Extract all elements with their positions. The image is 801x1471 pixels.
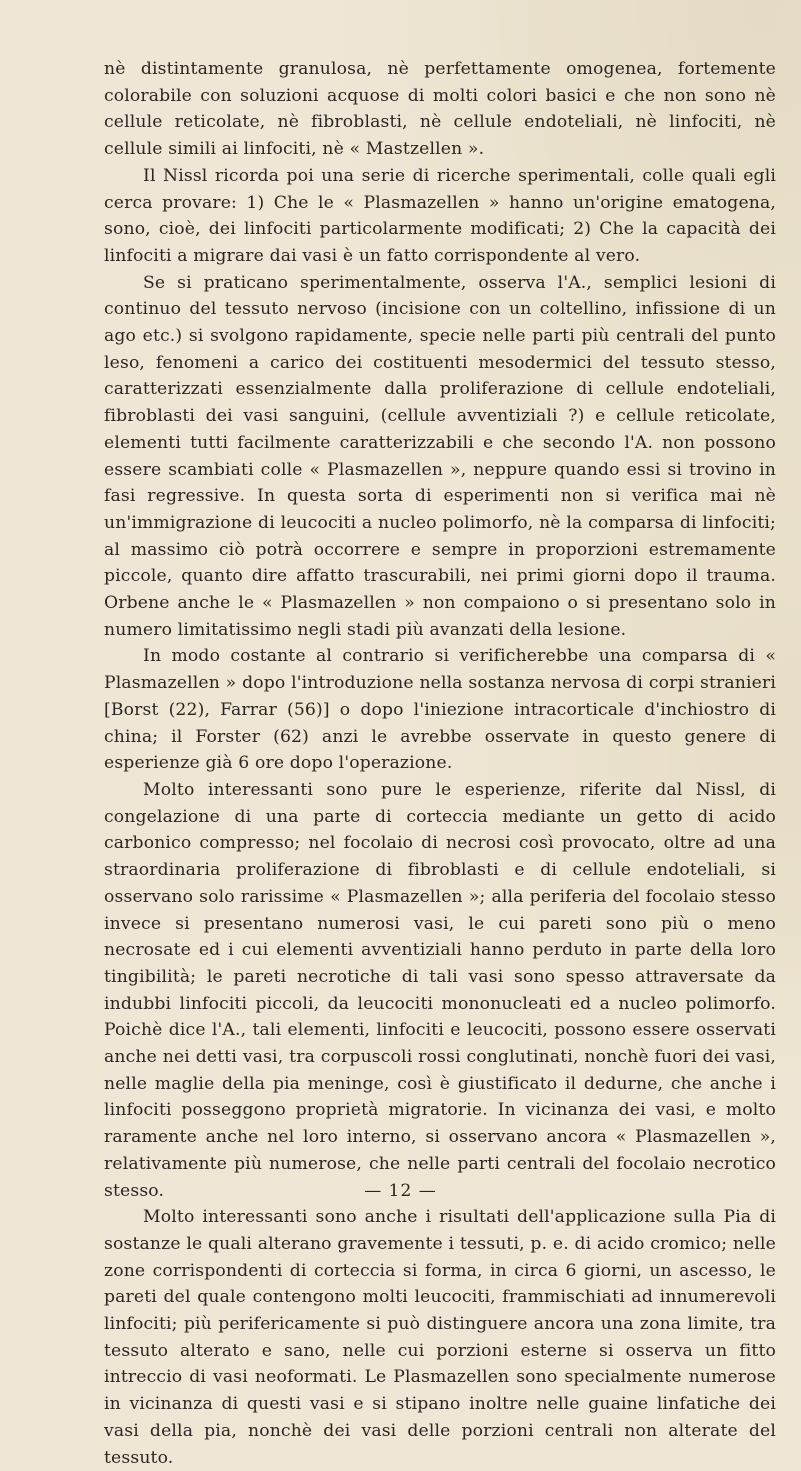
paragraph-2: Il Nissl ricorda poi una serie di ricerche sperimentali, colle quali egli cerca provare: 1) Che le « Plasmazellen » hanno un'origine ematogena, sono, cioè, dei linfociti particolarmente modificati; 2) Che la capacità dei linfociti a migrare dai vasi è un fatto corrispondente al vero.: [104, 165, 776, 266]
paragraph-3: Se si praticano sperimentalmente, osserva l'A., semplici lesioni di continuo del tessuto nervoso (incisione con un coltellino, infissione di un ago etc.) si svolgono rapidamente, specie nelle parti più centrali del punto leso, fenomeni a carico dei costituenti mesodermici del tessuto stesso, caratterizzati essenzialmente dalla proliferazione di cellule endoteliali, fibroblasti dei vasi sanguini, (cellule avventiziali ?) e cellule reticolate, elementi tutti facilmente caratterizzabili e che secondo l'A. non possono essere scambiati colle « Plasmazellen », neppure quando essi si trovino in fasi regressive. In questa sorta di esperimenti non si verifica mai nè un'immigrazione di leucociti a nucleo polimorfo, nè la comparsa di linfociti; al massimo ciò potrà occorrere e sempre in proporzioni estremamente piccole, quanto dire affatto trascurabili, nei primi giorni dopo il trauma. Orbene anche le « Plasmazellen » non compaiono o si presentano solo in numero limitatissimo negli stadi più avanzati della lesione.: [104, 272, 776, 640]
page-number: — 12 —: [364, 1181, 437, 1201]
paragraph-5: Molto interessanti sono pure le esperienze, riferite dal Nissl, di congelazione di una parte di corteccia mediante un getto di acido carbonico compresso; nel focolaio di necrosi così provocato, oltre ad una straordinaria proliferazione di fibroblasti e di cellule endoteliali, si osservano solo rarissime « Plasmazellen »; alla periferia del focolaio stesso invece si presentano numerosi vasi, le cui pareti sono più o meno necrosate ed i cui elementi avventiziali hanno perduto in parte della loro tingibilità; le pareti necrotiche di tali vasi sono spesso attraversate da indubbi linfociti piccoli, da leucociti mononucleati ed a nucleo polimorfo. Poichè dice l'A., tali elementi, linfociti e leucociti, possono essere osservati anche nei detti vasi, tra corpuscoli rossi conglutinati, nonchè fuori dei vasi, nelle maglie della pia meninge, così è giustificato il dedurne, che anche i linfociti posseggono proprietà migratorie. In vicinanza dei vasi, e molto raramente anche nel loro interno, si osservano ancora « Plasmazellen », relativamente più numerose, che nelle parti centrali del focolaio necrotico stesso.: [104, 779, 776, 1201]
body-text: [104, 56, 776, 1471]
paragraph-6: Molto interessanti sono anche i risultati dell'applicazione sulla Pia di sostanze le quali alterano gravemente i tessuti, p. e. di acido cromico; nelle zone corrispondenti di corteccia si forma, in circa 6 giorni, un ascesso, le pareti del quale contengono molti leucociti, frammischiati ad innumerevoli linfociti; più perifericamente si può distinguere ancora una zona limite, tra tessuto alterato e sano, nelle cui porzioni esterne si osserva un fitto intreccio di vasi neoformati. Le Plasmazellen sono specialmente numerose in vicinanza di questi vasi e si stipano inoltre nelle guaine linfatiche dei vasi della pia, nonchè dei vasi delle porzioni centrali non alterate del tessuto.: [104, 1207, 776, 1468]
paragraph-4: In modo costante al contrario si verificherebbe una comparsa di « Plasmazellen » dopo l'introduzione nella sostanza nervosa di corpi stranieri [Borst (22), Farrar (56)] o dopo l'iniezione intracorticale d'inchiostro di china; il Forster (62) anzi le avrebbe osservate in questo genere di esperienze già 6 ore dopo l'operazione.: [104, 646, 776, 774]
paragraph-1: nè distintamente granulosa, nè perfettamente omogenea, fortemente colorabile con soluzioni acquose di molti colori basici e che non sono nè cellule reticolate, nè fibroblasti, nè cellule endoteliali, nè linfociti, nè cellule simili ai linfociti, nè « Mastzellen ».: [104, 59, 776, 160]
